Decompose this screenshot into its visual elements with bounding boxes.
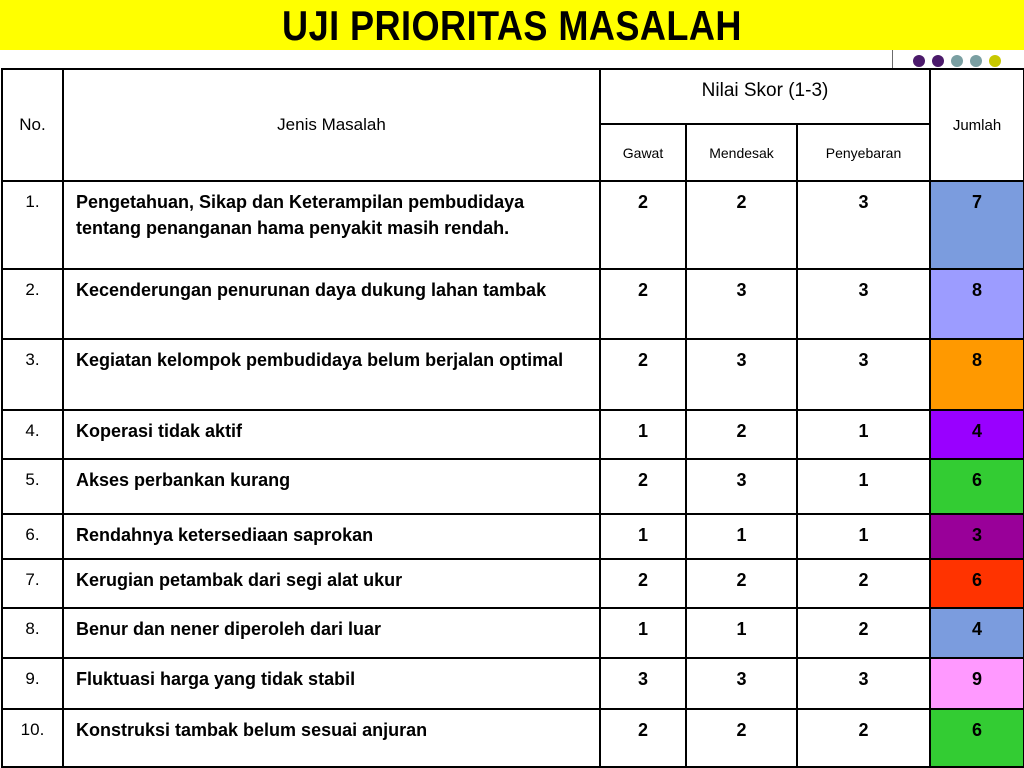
header-nilai-skor: Nilai Skor (1-3) [600, 69, 930, 124]
table-row [2, 658, 1024, 709]
score-mendesak: 3 [686, 269, 797, 339]
score-mendesak: 3 [686, 658, 797, 709]
score-gawat: 2 [600, 459, 686, 514]
score-mendesak: 1 [686, 514, 797, 559]
row-number: 7. [2, 559, 63, 608]
score-mendesak: 2 [686, 410, 797, 459]
table-row [2, 269, 1024, 339]
header-jenis-masalah: Jenis Masalah [63, 69, 600, 181]
score-mendesak: 2 [686, 709, 797, 767]
score-total: 8 [930, 339, 1024, 410]
score-penyebaran: 2 [797, 559, 930, 608]
row-number: 8. [2, 608, 63, 658]
score-mendesak: 1 [686, 608, 797, 658]
score-penyebaran: 1 [797, 514, 930, 559]
header-penyebaran: Penyebaran [797, 124, 930, 181]
score-mendesak: 2 [686, 181, 797, 269]
problem-text: Akses perbankan kurang [63, 459, 600, 514]
problem-text: Rendahnya ketersediaan saprokan [63, 514, 600, 559]
problem-text: Fluktuasi harga yang tidak stabil [63, 658, 600, 709]
header-no: No. [2, 69, 63, 181]
header-jumlah: Jumlah [930, 69, 1024, 181]
table-row [2, 559, 1024, 608]
row-number: 3. [2, 339, 63, 410]
score-penyebaran: 3 [797, 269, 930, 339]
problem-text: Kecenderungan penurunan daya dukung lahan tambak [63, 269, 600, 339]
score-gawat: 2 [600, 559, 686, 608]
score-mendesak: 3 [686, 339, 797, 410]
score-penyebaran: 3 [797, 181, 930, 269]
score-penyebaran: 1 [797, 410, 930, 459]
table-row [2, 181, 1024, 269]
score-gawat: 2 [600, 269, 686, 339]
score-total: 6 [930, 559, 1024, 608]
header-gawat: Gawat [600, 124, 686, 181]
score-total: 8 [930, 269, 1024, 339]
table-row [2, 709, 1024, 767]
problem-text: Kerugian petambak dari segi alat ukur [63, 559, 600, 608]
score-total: 4 [930, 608, 1024, 658]
score-gawat: 2 [600, 709, 686, 767]
decor-dot [970, 55, 982, 67]
score-gawat: 1 [600, 514, 686, 559]
row-number: 4. [2, 410, 63, 459]
row-number: 1. [2, 181, 63, 269]
score-mendesak: 2 [686, 559, 797, 608]
score-penyebaran: 2 [797, 608, 930, 658]
problem-text: Benur dan nener diperoleh dari luar [63, 608, 600, 658]
row-number: 10. [2, 709, 63, 767]
problem-text: Konstruksi tambak belum sesuai anjuran [63, 709, 600, 767]
score-gawat: 3 [600, 658, 686, 709]
decor-dot [989, 55, 1001, 67]
row-number: 2. [2, 269, 63, 339]
row-number: 5. [2, 459, 63, 514]
score-penyebaran: 2 [797, 709, 930, 767]
table-row [2, 608, 1024, 658]
score-gawat: 2 [600, 181, 686, 269]
score-total: 9 [930, 658, 1024, 709]
score-total: 6 [930, 709, 1024, 767]
score-total: 6 [930, 459, 1024, 514]
score-gawat: 1 [600, 608, 686, 658]
priority-table [1, 68, 1024, 768]
problem-text: Pengetahuan, Sikap dan Keterampilan pembudidaya tentang penanganan hama penyakit masih rendah. [63, 181, 600, 269]
problem-text: Koperasi tidak aktif [63, 410, 600, 459]
score-penyebaran: 1 [797, 459, 930, 514]
header-mendesak: Mendesak [686, 124, 797, 181]
score-penyebaran: 3 [797, 339, 930, 410]
row-number: 6. [2, 514, 63, 559]
page-title: UJI PRIORITAS MASALAH [282, 2, 742, 49]
score-total: 3 [930, 514, 1024, 559]
decor-dot [951, 55, 963, 67]
row-number: 9. [2, 658, 63, 709]
score-gawat: 1 [600, 410, 686, 459]
problem-text: Kegiatan kelompok pembudidaya belum berjalan optimal [63, 339, 600, 410]
table-row [2, 410, 1024, 459]
decorative-divider [892, 50, 893, 68]
decor-dot [932, 55, 944, 67]
decor-dot [913, 55, 925, 67]
score-total: 7 [930, 181, 1024, 269]
score-penyebaran: 3 [797, 658, 930, 709]
score-gawat: 2 [600, 339, 686, 410]
table-row [2, 339, 1024, 410]
table-row [2, 459, 1024, 514]
table-row [2, 514, 1024, 559]
score-mendesak: 3 [686, 459, 797, 514]
score-total: 4 [930, 410, 1024, 459]
